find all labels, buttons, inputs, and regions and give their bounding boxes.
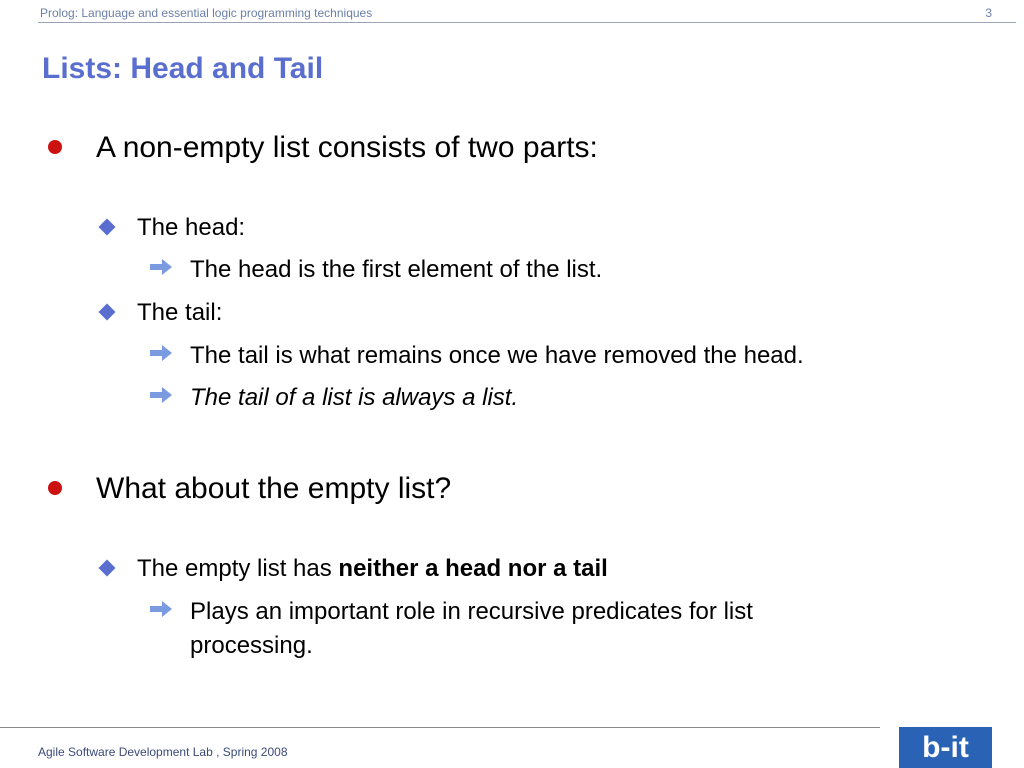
arrow-right-icon <box>148 343 174 363</box>
logo-text: b-it <box>922 731 969 764</box>
header-course-title: Prolog: Language and essential logic programming techniques <box>40 6 373 20</box>
bit-logo <box>899 727 992 768</box>
subbullet-text-bold: neither a head nor a tail <box>338 555 608 582</box>
arrow-item-recursive-role <box>148 595 753 663</box>
slide-title: Lists: Head and Tail <box>42 52 324 85</box>
bullet-item-empty-list <box>48 471 451 507</box>
header-divider <box>38 22 1016 23</box>
arrow-item-head-definition <box>148 253 602 287</box>
diamond-bullet-icon <box>99 219 116 236</box>
subbullet-text <box>137 554 608 584</box>
red-dot-bullet-icon <box>48 140 62 154</box>
arrow-text <box>190 595 753 663</box>
arrow-item-tail-definition <box>148 339 804 373</box>
bullet-text: A non-empty list consists of two parts: <box>96 131 598 164</box>
arrow-text: The tail of a list is always a list. <box>190 384 519 411</box>
bullet-item-nonempty-list <box>48 130 598 166</box>
arrow-text: The head is the first element of the list. <box>190 256 603 283</box>
footer-text: Agile Software Development Lab , Spring 2008 <box>38 745 288 759</box>
bullet-text: What about the empty list? <box>96 472 452 505</box>
arrow-text-line: Plays an important role in recursive predicates for list <box>190 598 753 625</box>
red-dot-bullet-icon <box>48 481 62 495</box>
subbullet-text-normal: The empty list has <box>137 555 339 582</box>
arrow-right-icon <box>148 385 174 405</box>
arrow-item-tail-is-list <box>148 381 518 415</box>
arrow-right-icon <box>148 257 174 277</box>
diamond-bullet-icon <box>99 304 116 321</box>
footer-divider <box>0 727 880 728</box>
subbullet-text: The tail: <box>137 299 223 326</box>
diamond-bullet-icon <box>99 560 116 577</box>
subbullet-item-head <box>101 213 245 243</box>
page-number: 3 <box>985 6 992 20</box>
subbullet-item-empty-list <box>101 554 608 584</box>
arrow-right-icon <box>148 599 174 619</box>
arrow-text: The tail is what remains once we have removed the head. <box>190 342 804 369</box>
subbullet-item-tail <box>101 298 222 328</box>
arrow-text-line: processing. <box>190 632 313 659</box>
subbullet-text: The head: <box>137 214 246 241</box>
